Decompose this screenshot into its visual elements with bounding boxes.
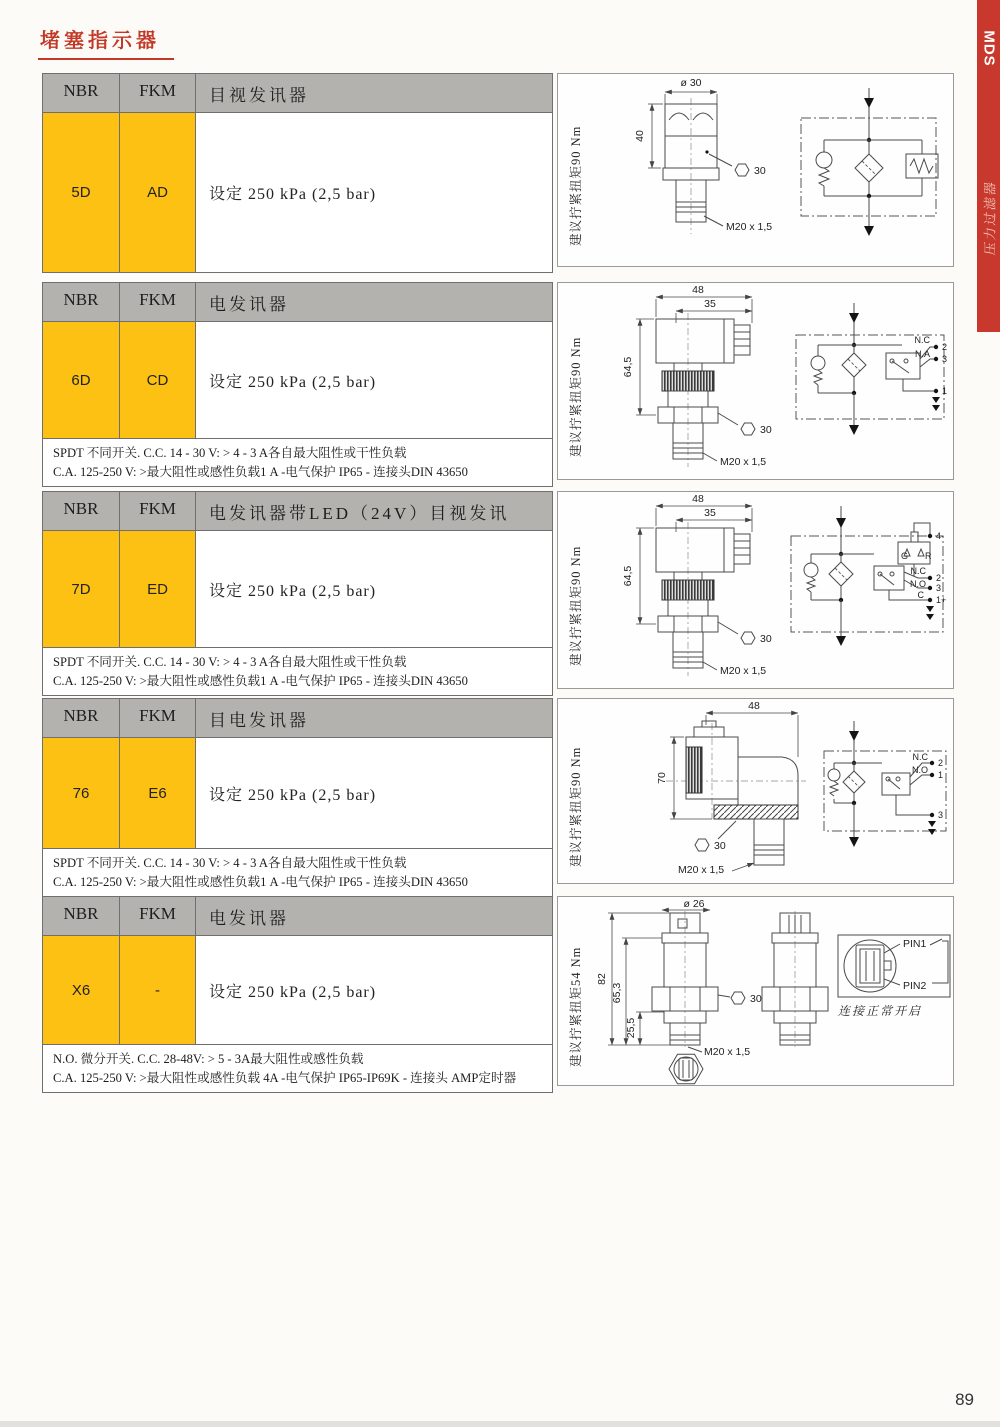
knurled-ring — [662, 371, 714, 391]
spec-table-76 — [42, 698, 553, 897]
header-cell-desc: 电发讯器 — [209, 909, 289, 928]
cell-setting: 设定 250 kPa (2,5 bar) — [209, 983, 377, 1001]
pressure-switch-symbol — [874, 566, 904, 590]
cell-fkm-code: E6 — [120, 738, 196, 848]
hex-bottom-view — [669, 1054, 703, 1083]
led-label-r: R — [925, 551, 932, 561]
cell-fkm-code: ED — [120, 531, 196, 647]
dim-h1: 82 — [596, 973, 608, 985]
dim-diameter: ø 30 — [680, 77, 702, 89]
table-row — [43, 738, 552, 848]
cell-nbr-code: 6D — [43, 322, 120, 438]
cell-fkm-code: - — [120, 936, 196, 1044]
hex-nut-icon — [735, 164, 749, 176]
hydraulic-schematic — [796, 303, 947, 435]
note-line-2: C.A. 125-250 V: >最大阻性或感性负载1 A -电气保护 IP65 - 连接头DIN 43650 — [53, 874, 468, 889]
device-drawing — [586, 492, 952, 688]
header-cell-desc: 目视发讯器 — [209, 86, 309, 105]
dim-hex: 30 — [714, 840, 726, 852]
table-header-row — [43, 492, 552, 531]
table-header-row — [43, 283, 552, 322]
pin-number-2: 2 — [942, 342, 948, 352]
electrical-note — [43, 647, 552, 695]
header-cell-nbr: NBR — [43, 699, 120, 737]
diagram-panel-76 — [557, 698, 954, 884]
diagram-panel-5d — [557, 73, 954, 267]
dim-w1: 48 — [692, 493, 704, 505]
dim-thread: M20 x 1,5 — [704, 1046, 751, 1058]
device-drawing — [586, 283, 952, 479]
hex-nut-icon — [695, 839, 709, 851]
spec-table-x6 — [42, 896, 553, 1093]
table-header-row — [43, 74, 552, 113]
pressure-switch-symbol — [882, 773, 910, 795]
pin-number-2: 2 — [936, 573, 942, 583]
pin-number-1: 1 — [938, 770, 944, 780]
pin-label-2: PIN2 — [903, 980, 927, 992]
pin-label-no: N.O — [909, 579, 926, 589]
pin-number-1: 1 — [942, 386, 948, 396]
page-number: 89 — [955, 1390, 974, 1409]
header-cell-desc: 目电发讯器 — [209, 711, 309, 730]
header-cell-desc: 电发讯器带LED（24V）目视发讯 — [209, 504, 510, 523]
header-cell-fkm: FKM — [120, 897, 196, 935]
device-drawing — [586, 897, 952, 1085]
header-cell-nbr: NBR — [43, 492, 120, 530]
header-cell-fkm: FKM — [120, 74, 196, 112]
page-title: 堵塞指示器 — [38, 24, 174, 60]
hydraulic-schematic — [824, 721, 946, 847]
pin-number-3: 3 — [942, 354, 948, 364]
note-line-2: C.A. 125-250 V: >最大阻性或感性负载1 A -电气保护 IP65 - 连接头DIN 43650 — [53, 464, 468, 479]
diagram-panel-7d — [557, 491, 954, 689]
pin-number-3: 3 — [938, 810, 944, 820]
pin-number-1: 1+ — [936, 595, 947, 605]
pin-label-nc: N.C — [914, 335, 930, 345]
cell-setting: 设定 250 kPa (2,5 bar) — [209, 186, 377, 203]
header-cell-desc: 电发讯器 — [209, 295, 289, 314]
bypass-valve-symbol — [811, 356, 825, 370]
pin-label-no: N.O — [911, 765, 928, 775]
dim-h2: 65,3 — [611, 982, 623, 1004]
spec-table-7d — [42, 491, 553, 696]
pin-number-4: 4- — [936, 531, 945, 541]
sidebar-category-label: 压力过滤器 — [982, 179, 997, 257]
note-line-2: C.A. 125-250 V: >最大阻性或感性负载 4A -电气保护 IP65-IP69K - 连接头 AMP定时器 — [53, 1070, 517, 1085]
table-row — [43, 322, 552, 438]
hydraulic-schematic — [801, 88, 938, 236]
bypass-valve-symbol — [804, 563, 818, 577]
sidebar-series-label: MDS — [980, 30, 997, 67]
note-line-1: SPDT 不同开关. C.C. 14 - 30 V: > 4 - 3 A各自最大阻性或干性负载 — [53, 856, 407, 870]
dim-w2: 35 — [704, 298, 716, 310]
dim-height: 40 — [634, 130, 646, 142]
note-line-2: C.A. 125-250 V: >最大阻性或感性负载1 A -电气保护 IP65 - 连接头DIN 43650 — [53, 673, 468, 688]
filter-symbol — [843, 771, 865, 793]
cell-setting: 设定 250 kPa (2,5 bar) — [209, 582, 377, 600]
dim-thread: M20 x 1,5 — [720, 665, 767, 677]
connector-pinout — [838, 935, 950, 1018]
dim-hex: 30 — [750, 993, 762, 1005]
table-row — [43, 936, 552, 1044]
sidebar-red-tab — [977, 0, 1000, 332]
hex-nut-icon — [741, 423, 755, 435]
bypass-valve-symbol — [816, 152, 832, 168]
spec-table-6d — [42, 282, 553, 487]
hydraulic-schematic — [791, 506, 946, 646]
hatched-collar — [714, 805, 798, 819]
knurled-ring — [662, 580, 714, 600]
pin-label-nc: N.C — [912, 752, 928, 762]
electrical-note — [43, 438, 552, 486]
pinout-caption: 连接正常开启 — [838, 1004, 923, 1018]
dim-diameter: ø 26 — [683, 898, 705, 910]
torque-label: 建议拧紧扭矩90 Nm — [569, 746, 583, 867]
spec-table-5d — [42, 73, 553, 273]
table-header-row — [43, 897, 552, 936]
dim-hex: 30 — [760, 633, 772, 645]
pin-label-nc: N.C — [910, 566, 926, 576]
knurled-ring — [686, 747, 702, 793]
dim-height: 70 — [656, 772, 668, 784]
electrical-note — [43, 1044, 552, 1092]
note-line-1: SPDT 不同开关. C.C. 14 - 30 V: > 4 - 3 A各自最大阻性或干性负载 — [53, 655, 407, 669]
header-cell-nbr: NBR — [43, 897, 120, 935]
led-label-g: G — [901, 551, 909, 561]
pin-label-na: N.A — [914, 349, 930, 359]
dim-thread: M20 x 1,5 — [678, 864, 725, 876]
diagram-panel-x6 — [557, 896, 954, 1086]
cell-setting: 设定 250 kPa (2,5 bar) — [209, 786, 377, 804]
filter-symbol — [829, 562, 853, 586]
page-bottom-edge — [0, 1421, 1000, 1427]
filter-symbol — [842, 353, 866, 377]
torque-label: 建议拧紧扭矩90 Nm — [569, 336, 583, 457]
table-row — [43, 531, 552, 647]
header-cell-nbr: NBR — [43, 283, 120, 321]
device-side-view-2 — [762, 913, 828, 1045]
pin-label-c: C — [917, 590, 924, 600]
cell-fkm-code: CD — [120, 322, 196, 438]
dim-h3: 25,5 — [625, 1017, 637, 1039]
table-header-row — [43, 699, 552, 738]
torque-label: 建议拧紧扭矩90 Nm — [569, 125, 583, 246]
dim-w1: 48 — [748, 700, 760, 712]
dim-w1: 48 — [692, 284, 704, 296]
torque-label: 建议拧紧扭矩90 Nm — [569, 545, 583, 666]
cell-fkm-code: AD — [120, 113, 196, 272]
hex-nut-icon — [731, 992, 745, 1004]
cell-nbr-code: 76 — [43, 738, 120, 848]
pin-label-1: PIN1 — [903, 938, 927, 950]
filter-symbol — [855, 154, 883, 182]
torque-label: 建议拧紧扭矩54 Nm — [569, 946, 583, 1067]
device-drawing — [586, 74, 952, 266]
dim-height: 64,5 — [622, 356, 634, 378]
dim-height: 64,5 — [622, 565, 634, 587]
pin-number-3: 3 — [936, 583, 942, 593]
header-cell-fkm: FKM — [120, 492, 196, 530]
header-cell-nbr: NBR — [43, 74, 120, 112]
device-drawing — [586, 699, 952, 883]
dim-thread: M20 x 1,5 — [720, 456, 767, 468]
cell-nbr-code: 7D — [43, 531, 120, 647]
dim-hex: 30 — [760, 424, 772, 436]
dim-thread: M20 x 1,5 — [726, 221, 773, 233]
dim-hex: 30 — [754, 165, 766, 177]
cell-nbr-code: X6 — [43, 936, 120, 1044]
hex-nut-icon — [741, 632, 755, 644]
cell-nbr-code: 5D — [43, 113, 120, 272]
dim-w2: 35 — [704, 507, 716, 519]
header-cell-fkm: FKM — [120, 699, 196, 737]
table-row — [43, 113, 552, 272]
cell-setting: 设定 250 kPa (2,5 bar) — [209, 373, 377, 391]
pin-number-2: 2 — [938, 758, 944, 768]
electrical-note — [43, 848, 552, 896]
bypass-valve-symbol — [828, 769, 840, 781]
note-line-1: SPDT 不同开关. C.C. 14 - 30 V: > 4 - 3 A各自最大阻性或干性负载 — [53, 446, 407, 460]
note-line-1: N.O. 微分开关. C.C. 28-48V: > 5 - 3A最大阻性或感性负载 — [53, 1052, 364, 1066]
header-cell-fkm: FKM — [120, 283, 196, 321]
diagram-panel-6d — [557, 282, 954, 480]
